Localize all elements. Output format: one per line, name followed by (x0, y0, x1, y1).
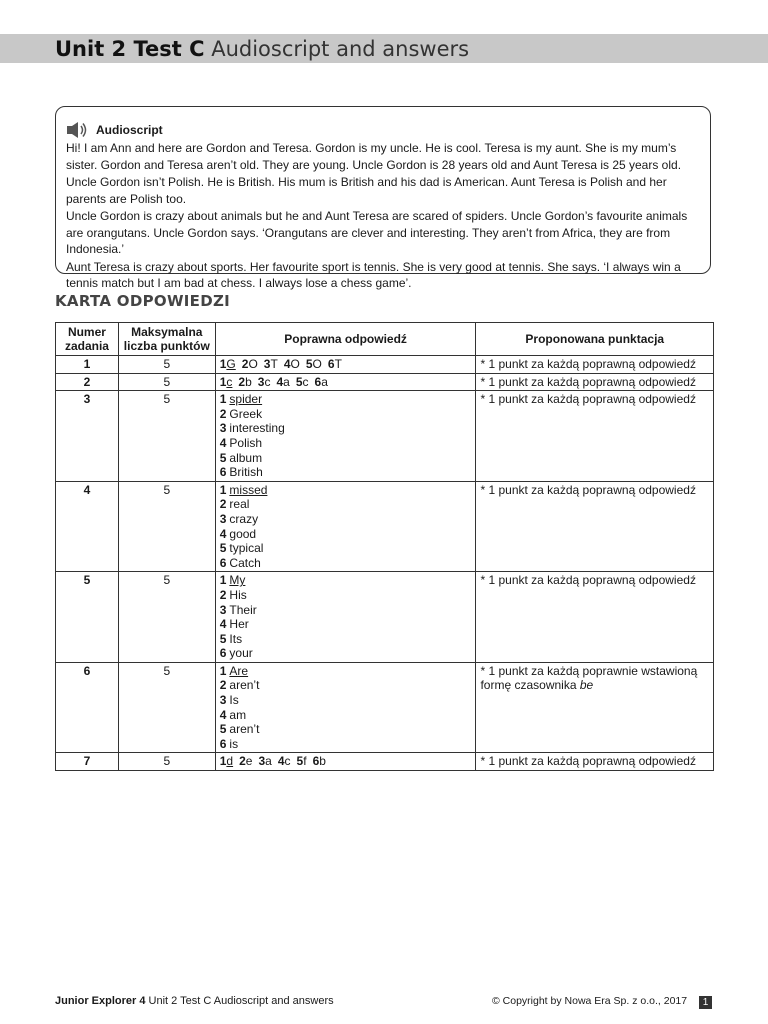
answer-line (220, 754, 472, 769)
answer-pair (313, 754, 326, 768)
answer-line (220, 375, 472, 390)
answer-number: 1 (219, 392, 227, 407)
task-number: 1 (56, 356, 119, 374)
task-number: 5 (56, 572, 119, 663)
page-number: 1 (699, 996, 712, 1009)
audioscript-label: Audioscript (96, 123, 163, 137)
answer-number: 6 (219, 646, 227, 661)
answer-value: O (312, 357, 322, 371)
table-header-row (56, 323, 714, 356)
audioscript-paragraph: Uncle Gordon isn’t Polish. He is British. His mum is British and his dad is American. Aunt Teresa is Polish and her parents are Polish too. (66, 175, 667, 206)
scoring-text-main: * 1 punkt za każdą poprawną odpowiedź (480, 392, 696, 407)
answer-number: 4 (219, 617, 227, 632)
answer-number: 3 (257, 374, 265, 389)
answer-value: missed (229, 482, 268, 497)
task-number: 7 (56, 753, 119, 771)
task-number: 6 (56, 662, 119, 753)
answer-number: 6 (327, 357, 335, 371)
answer-pair (220, 754, 233, 768)
answer-value: d (226, 754, 234, 769)
scoring-text (480, 392, 709, 407)
answer-number: 3 (219, 511, 227, 526)
answer-value: Greek (229, 406, 263, 421)
answer-number: 6 (219, 465, 227, 480)
max-points: 5 (118, 662, 215, 753)
answer-value: b (245, 374, 252, 389)
title-unit: Unit 2 Test C (55, 37, 205, 61)
max-points: 5 (118, 391, 215, 482)
answer-line (220, 527, 472, 542)
answer-number: 1 (219, 482, 227, 497)
answer-value: aren’t (229, 678, 260, 693)
answer-value: real (229, 497, 250, 512)
scoring-rule (476, 572, 714, 663)
answer-number: 3 (263, 357, 271, 371)
answer-line (220, 465, 472, 480)
answer-value: a (321, 374, 328, 389)
answer-number: 3 (219, 602, 227, 617)
answer-pair (278, 754, 291, 768)
answer-value: Her (229, 617, 249, 632)
answer-line (220, 407, 472, 422)
answer-number: 2 (219, 406, 227, 421)
answer-number: 2 (219, 587, 227, 602)
correct-answer (215, 572, 476, 663)
answer-value: a (265, 754, 272, 769)
scoring-text-main: * 1 punkt za każdą poprawną odpowiedź (480, 573, 696, 588)
answer-value: your (229, 646, 253, 661)
answer-number: 2 (219, 497, 227, 512)
answer-value: c (264, 374, 271, 389)
answer-number: 3 (258, 754, 266, 769)
answer-number: 4 (219, 526, 227, 541)
answer-pair (258, 754, 271, 768)
scoring-text-main: * 1 punkt za każdą poprawnie wstawioną formę czasownika (480, 663, 698, 693)
scoring-rule (476, 481, 714, 572)
answer-number: 2 (239, 754, 246, 769)
task-number: 4 (56, 481, 119, 572)
task-number: 2 (56, 373, 119, 391)
answer-line (220, 541, 472, 556)
answer-value: His (229, 587, 247, 602)
answer-line (220, 556, 472, 571)
answer-number: 6 (314, 374, 322, 389)
answer-number: 5 (305, 357, 313, 371)
scoring-text-main: * 1 punkt za każdą poprawną odpowiedź (480, 754, 696, 769)
answer-number: 4 (283, 357, 291, 371)
footer-doc: Unit 2 Test C Audioscript and answers (148, 995, 334, 1007)
footer-book: Junior Explorer 4 (55, 995, 146, 1007)
answer-line (220, 436, 472, 451)
answer-line (220, 737, 472, 752)
answer-pair (242, 357, 258, 371)
answer-line (220, 451, 472, 466)
answer-value: c (302, 374, 309, 389)
answer-number: 5 (219, 541, 227, 556)
answer-line (220, 617, 472, 632)
answer-line (220, 497, 472, 512)
answer-value: British (229, 465, 263, 480)
answer-number: 3 (219, 421, 227, 436)
section-title: KARTA ODPOWIEDZI (55, 292, 231, 310)
answer-number: 6 (219, 736, 227, 751)
answer-line (220, 646, 472, 661)
answer-number: 4 (219, 707, 227, 722)
answer-pair (297, 754, 307, 768)
answer-value: T (270, 357, 278, 371)
answer-number: 4 (276, 374, 284, 389)
correct-answer (215, 373, 476, 391)
answer-value: c (284, 754, 291, 769)
answer-value: O (248, 357, 258, 371)
answer-pair (220, 357, 236, 371)
answer-number: 5 (219, 722, 227, 737)
answer-line (220, 421, 472, 436)
answer-value: am (229, 707, 247, 722)
answer-value: aren’t (229, 722, 260, 737)
table-row (56, 572, 714, 663)
page-title (55, 35, 469, 63)
answer-value: crazy (229, 511, 259, 526)
answer-number: 1 (219, 374, 227, 389)
scoring-text (480, 664, 709, 693)
scoring-text-main: * 1 punkt za każdą poprawną odpowiedź (480, 357, 696, 371)
answer-number: 6 (312, 754, 320, 769)
correct-answer (215, 481, 476, 572)
table-row (56, 391, 714, 482)
answer-value: G (226, 357, 236, 371)
answer-pair (276, 375, 289, 389)
answer-line (220, 573, 472, 588)
answer-value: Their (229, 602, 257, 617)
table-row (56, 753, 714, 771)
answer-value: T (334, 357, 342, 371)
scoring-text (480, 573, 709, 588)
answer-line (220, 483, 472, 498)
audioscript-header (66, 122, 700, 138)
max-points: 5 (118, 753, 215, 771)
answer-number: 2 (219, 678, 227, 693)
answer-value: c (226, 374, 233, 389)
audioscript-paragraph: Aunt Teresa is crazy about sports. Her favourite sport is tennis. She is very good at tennis. She says. ‘I always win a tennis match but I am bad at chess. I always lose a chess game’. (66, 259, 681, 290)
answer-value: typical (229, 541, 264, 556)
answer-number: 5 (295, 374, 303, 389)
answer-line (220, 392, 472, 407)
answer-value: album (229, 450, 263, 465)
answer-table (55, 322, 714, 771)
answer-pair (284, 357, 300, 371)
max-points: 5 (118, 356, 215, 374)
answer-value: O (290, 357, 300, 371)
answer-line (220, 722, 472, 737)
footer-copyright: © Copyright by Nowa Era Sp. z o.o., 2017 (492, 995, 688, 1007)
answer-value: interesting (229, 421, 285, 436)
audioscript-paragraph: Hi! I am Ann and here are Gordon and Teresa. Gordon is my uncle. He is cool. Teresa is my aunt. She is my mum’s sister. Gordon and Teresa aren’t old. They are young. Uncle Gordon is 28 years old and Aunt Teresa is 25 years old. (66, 141, 682, 172)
correct-answer (215, 356, 476, 374)
scoring-rule (476, 391, 714, 482)
answer-line (220, 357, 472, 372)
scoring-text (480, 357, 709, 372)
answer-pair (264, 357, 278, 371)
answer-pair (238, 375, 251, 389)
answer-line (220, 693, 472, 708)
max-points: 5 (118, 481, 215, 572)
answer-pair (315, 375, 328, 389)
answer-value: Are (229, 663, 249, 678)
table-body (56, 356, 714, 771)
answer-line (220, 603, 472, 618)
correct-answer (215, 753, 476, 771)
answer-number: 3 (219, 693, 227, 708)
correct-answer (215, 391, 476, 482)
scoring-text-main: * 1 punkt za każdą poprawną odpowiedź (480, 482, 696, 497)
answer-pair (258, 375, 271, 389)
answer-value: f (303, 754, 307, 769)
task-number: 3 (56, 391, 119, 482)
answer-number: 4 (277, 754, 285, 769)
answer-value: is (229, 736, 239, 751)
max-points: 5 (118, 572, 215, 663)
answer-value: My (229, 573, 246, 588)
header-correct-answer: Poprawna odpowiedź (215, 323, 476, 356)
header-scoring: Proponowana punktacja (476, 323, 714, 356)
scoring-text (480, 375, 709, 390)
correct-answer (215, 662, 476, 753)
answer-value: good (229, 526, 257, 541)
answer-value: Catch (229, 555, 261, 570)
scoring-text-italic: be (579, 678, 594, 693)
answer-value: e (245, 754, 253, 769)
answer-number: 2 (238, 374, 246, 389)
answer-line (220, 512, 472, 527)
scoring-text (480, 754, 709, 769)
scoring-rule (476, 753, 714, 771)
answer-line (220, 678, 472, 693)
answer-pair (306, 357, 322, 371)
answer-line (220, 588, 472, 603)
answer-number: 5 (296, 754, 304, 769)
answer-line (220, 664, 472, 679)
answer-pair (296, 375, 309, 389)
answer-number: 5 (219, 450, 227, 465)
footer-left (55, 995, 334, 1007)
audioscript-box (55, 106, 711, 290)
table-row (56, 481, 714, 572)
table-row (56, 373, 714, 391)
scoring-rule (476, 662, 714, 753)
scoring-text (480, 483, 709, 498)
answer-number: 1 (219, 663, 227, 678)
audioscript-paragraph: Uncle Gordon is crazy about animals but he and Aunt Teresa are scared of spiders. Uncle Gordon’s favourite animals are orangutans. Uncle Gordon says. ‘Orangutans are clever and interesting. They aren’t from Africa, they are from Indonesia.’ (66, 209, 688, 256)
answer-value: Polish (229, 435, 263, 450)
speaker-icon (66, 120, 90, 140)
scoring-text-main: * 1 punkt za każdą poprawną odpowiedź (480, 374, 696, 389)
answer-value: spider (229, 392, 263, 407)
answer-pair (239, 754, 252, 768)
answer-number: 5 (219, 631, 227, 646)
answer-value: a (283, 374, 290, 389)
answer-line (220, 632, 472, 647)
title-subtitle: Audioscript and answers (211, 37, 470, 61)
scoring-rule (476, 373, 714, 391)
answer-number: 1 (219, 754, 227, 769)
answer-value: b (319, 754, 326, 769)
header-max-points: Maksymalna liczba punktów (118, 323, 215, 356)
answer-number: 1 (219, 357, 227, 371)
max-points: 5 (118, 373, 215, 391)
answer-number: 1 (219, 573, 227, 588)
scoring-rule (476, 356, 714, 374)
table-row (56, 356, 714, 374)
answer-pair (220, 375, 233, 389)
answer-value: Its (229, 631, 243, 646)
answer-line (220, 708, 472, 723)
answer-number: 2 (241, 357, 249, 371)
answer-number: 4 (219, 435, 227, 450)
table-row (56, 662, 714, 753)
header-task-number: Numer zadania (56, 323, 119, 356)
answer-pair (328, 357, 342, 371)
answer-number: 6 (219, 555, 227, 570)
answer-value: Is (229, 693, 239, 708)
